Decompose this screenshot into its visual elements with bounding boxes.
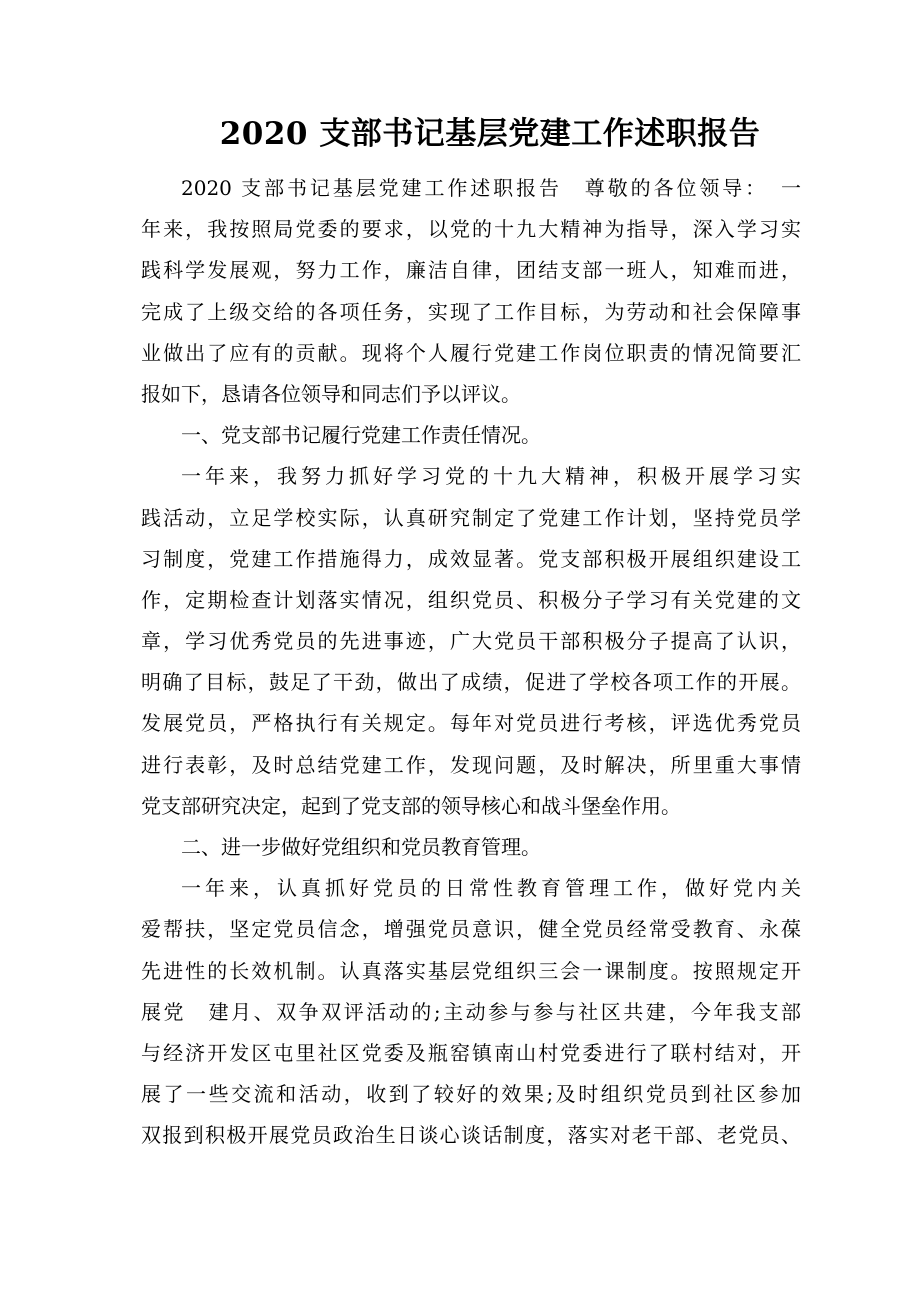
section-heading: 一、党支部书记履行党建工作责任情况。 [181,423,541,448]
body-line: 一年来，我努力抓好学习党的十九大精神，积极开展学习实 [181,464,801,489]
body-line: 进行表彰，及时总结党建工作，发现问题，及时解决，所里重大事情 [141,752,801,777]
body-line: 践科学发展观，努力工作，廉洁自律，团结支部一班人，知难而进， [141,258,801,283]
body-line: 践活动，立足学校实际，认真研究制定了党建工作计划，坚持党员学 [141,505,801,530]
body-line: 明确了目标，鼓足了干劲，做出了成绩，促进了学校各项工作的开展。 [141,670,801,695]
body-line: 先进性的长效机制。认真落实基层党组织三会一课制度。按照规定开 [141,958,801,983]
body-line: 展党 建月、双争双评活动的;主动参与参与社区共建，今年我支部 [141,999,801,1024]
body-line: 与经济开发区屯里社区党委及瓶窑镇南山村党委进行了联村结对，开 [141,1040,801,1065]
body-line: 报如下，恳请各位领导和同志们予以评议。 [141,381,521,406]
body-line: 发展党员，严格执行有关规定。每年对党员进行考核，评选优秀党员 [141,711,801,736]
body-line: 展了一些交流和活动，收到了较好的效果;及时组织党员到社区参加 [141,1082,801,1107]
body-line: 业做出了应有的贡献。现将个人履行党建工作岗位职责的情况简要汇 [141,340,801,365]
body-line: 作，定期检查计划落实情况，组织党员、积极分子学习有关党建的文 [141,587,801,612]
body-line: 爱帮扶，坚定党员信念，增强党员意识，健全党员经常受教育、永葆 [141,917,801,942]
body-line: 章，学习优秀党员的先进事迹，广大党员干部积极分子提高了认识， [141,629,801,654]
body-line: 习制度，党建工作措施得力，成效显著。党支部积极开展组织建设工 [141,546,801,571]
body-line: 年来，我按照局党委的要求，以党的十九大精神为指导，深入学习实 [141,217,801,242]
body-line: 一年来，认真抓好党员的日常性教育管理工作，做好党内关 [181,876,801,901]
body-line: 2020 支部书记基层党建工作述职报告 尊敬的各位领导： 一 [181,176,801,200]
body-line: 党支部研究决定，起到了党支部的领导核心和战斗堡垒作用。 [141,793,681,818]
body-line: 完成了上级交给的各项任务，实现了工作目标，为劳动和社会保障事 [141,299,801,324]
document-title: 2020 支部书记基层党建工作述职报告 [219,116,761,152]
section-heading: 二、进一步做好党组织和党员教育管理。 [181,835,541,859]
document-body [141,168,801,1157]
body-line: 双报到积极开展党员政治生日谈心谈话制度，落实对老干部、老党员、 [141,1123,801,1148]
